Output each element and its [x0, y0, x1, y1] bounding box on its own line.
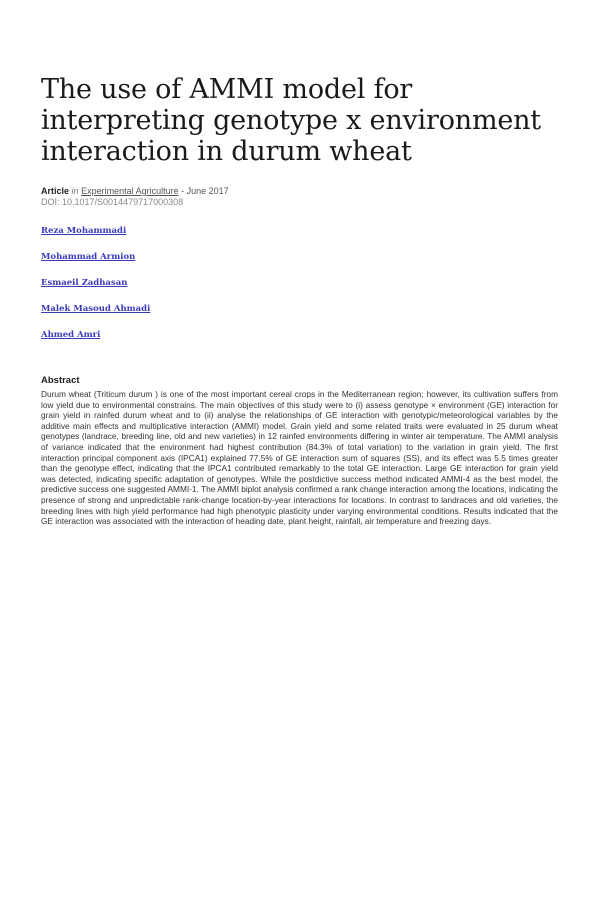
- article-meta: [41, 186, 561, 208]
- meta-separator: -: [178, 186, 187, 196]
- author-link[interactable]: Mohammad Armion: [41, 252, 136, 262]
- author-item: [41, 303, 150, 329]
- author-item: [41, 225, 150, 251]
- journal-link[interactable]: Experimental Agriculture: [81, 186, 179, 196]
- author-item: [41, 251, 150, 277]
- author-link[interactable]: Esmaeil Zadhasan: [41, 278, 128, 288]
- author-item: [41, 277, 150, 303]
- author-list: [41, 225, 150, 355]
- author-link[interactable]: Ahmed Amri: [41, 330, 101, 340]
- author-link[interactable]: Reza Mohammadi: [41, 226, 127, 236]
- publication-date: June 2017: [186, 186, 229, 196]
- article-title: The use of AMMI model for interpreting genotype x environment interaction in durum wheat: [41, 74, 541, 167]
- author-item: [41, 329, 150, 355]
- article-type: Article: [41, 186, 70, 196]
- article-doi: DOI: 10.1017/S0014479717000308: [41, 197, 184, 207]
- in-label: in: [71, 186, 79, 196]
- abstract-text: Durum wheat (Triticum durum ) is one of the most important cereal crops in the Mediterranean region; however, its cultivation suffers from low yield due to environmental constrains. The main objectives of this study were to (i) assess genotype × environment (GE) interaction for grain yield in rainfed durum wheat and to (ii) analyse the relationships of GE interaction with genotypic/meteorological variables by the additive main effects and multiplicative interaction (AMMI) model. Grain yield and some related traits were evaluated in 25 durum wheat genotypes (landrace, breeding line, old and new varieties) in 12 rainfed environments differing in winter air temperature. The AMMI analysis of variance indicated that the environment had highest contribution (84.3% of total variation) to the variation in grain yield. The first interaction principal component axis (IPCA1) explained 77.5% of GE interaction sum of squares (SS), and its effect was 5.5 times greater than the genotype effect, indicating that the IPCA1 contributed remarkably to the total GE interaction. Large GE interaction for grain yield was detected, indicating specific adaptation of genotypes. While the postdictive success method indicated AMMI-4 as the best model, the predictive success one suggested AMMI-1. The AMMI biplot analysis confirmed a rank change interaction among the locations, indicating the presence of strong and unpredictable rank-change location-by-year interactions for locations. In contrast to landraces and old varieties, the breeding lines with high yield performance had high phenotypic plasticity under varying environmental conditions. Results indicated that the GE interaction was associated with the interaction of heading date, plant height, rainfall, air temperature and freezing days.: [41, 389, 558, 527]
- abstract-heading: Abstract: [41, 375, 80, 386]
- author-link[interactable]: Malek Masoud Ahmadi: [41, 304, 151, 314]
